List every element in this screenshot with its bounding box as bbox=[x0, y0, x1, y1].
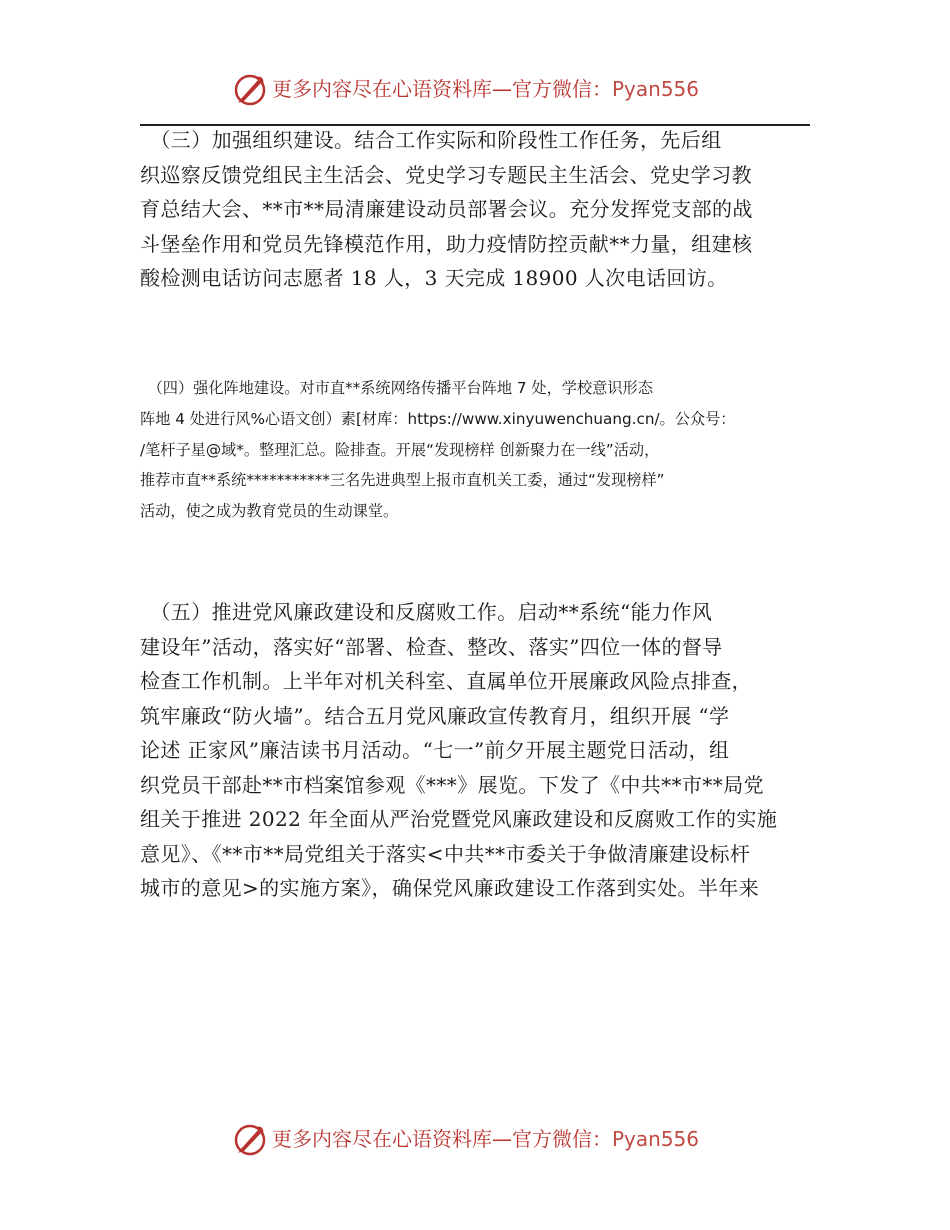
text-line: 组关于推进 2022 年全面从严治党暨党风廉政建设和反腐败工作的实施 bbox=[140, 807, 778, 831]
quill-logo-icon bbox=[232, 1122, 268, 1158]
paragraph-position bbox=[140, 373, 810, 527]
paragraph-integrity bbox=[140, 595, 810, 906]
text-line: 斗堡垒作用和党员先锋模范作用，助力疫情防控贡献**力量，组建核 bbox=[140, 231, 753, 256]
watermark-label: 更多内容尽在心语资料库—官方微信： bbox=[272, 77, 612, 101]
watermark-text bbox=[272, 1126, 699, 1152]
text-line: 织党员干部赴**市档案馆参观《***》展览。下发了《中共**市**局党 bbox=[140, 772, 764, 797]
text-line: （五）推进党风廉政建设和反腐败工作。启动**系统“能力作风 bbox=[140, 600, 713, 624]
watermark-wechat-id: Pyan556 bbox=[612, 77, 700, 101]
text-line: 推荐市直**系统***********三名先进典型上报市直机关工委，通过“发现榜样” bbox=[140, 471, 665, 490]
text-line: 酸检测电话访问志愿者 18 人，3 天完成 18900 人次电话回访。 bbox=[140, 266, 728, 290]
text-line: 检查工作机制。上半年对机关科室、直属单位开展廉政风险点排查， bbox=[140, 669, 752, 693]
watermark-banner-bottom bbox=[0, 1120, 950, 1160]
text-line: 论述 正家风”廉洁读书月活动。“七一”前夕开展主题党日活动，组 bbox=[140, 738, 730, 762]
text-line: 织巡察反馈党组民主生活会、党史学习专题民主生活会、党史学习教 bbox=[140, 162, 752, 187]
text-line: （四）强化阵地建设。对市直**系统网络传播平台阵地 7 处，学校意识形态 bbox=[140, 379, 653, 397]
watermark-banner-top bbox=[0, 70, 950, 110]
text-line: 育总结大会、**市**局清廉建设动员部署会议。充分发挥党支部的战 bbox=[140, 197, 753, 221]
text-line: /笔杆子星@域*。整理汇总。险排查。开展“发现榜样 创新聚力在一线”活动， bbox=[140, 440, 660, 459]
text-line: 建设年”活动，落实好“部署、检查、整改、落实”四位一体的督导 bbox=[140, 634, 723, 659]
text-line: 意见》、《**市**局党组关于落实<中共**市委关于争做清廉建设标杆 bbox=[140, 841, 751, 866]
watermark-wechat-id: Pyan556 bbox=[612, 1127, 700, 1151]
watermark-text bbox=[272, 76, 699, 102]
paragraph-organization bbox=[140, 123, 810, 296]
text-line: 筑牢廉政“防火墙”。结合五月党风廉政宣传教育月，组织开展 “学 bbox=[140, 703, 730, 728]
quill-logo-icon bbox=[232, 72, 268, 108]
watermark-label: 更多内容尽在心语资料库—官方微信： bbox=[272, 1127, 612, 1151]
text-line: 城市的意见>的实施方案》，确保党风廉政建设工作落到实处。半年来 bbox=[140, 876, 760, 900]
text-line: （三）加强组织建设。结合工作实际和阶段性工作任务，先后组 bbox=[140, 128, 722, 152]
text-line: 阵地 4 处进行风%心语文创）素[材库：https://www.xinyuwenchuang.cn/。公众号： bbox=[140, 409, 736, 428]
text-line: 活动，使之成为教育党员的生动课堂。 bbox=[140, 502, 399, 521]
